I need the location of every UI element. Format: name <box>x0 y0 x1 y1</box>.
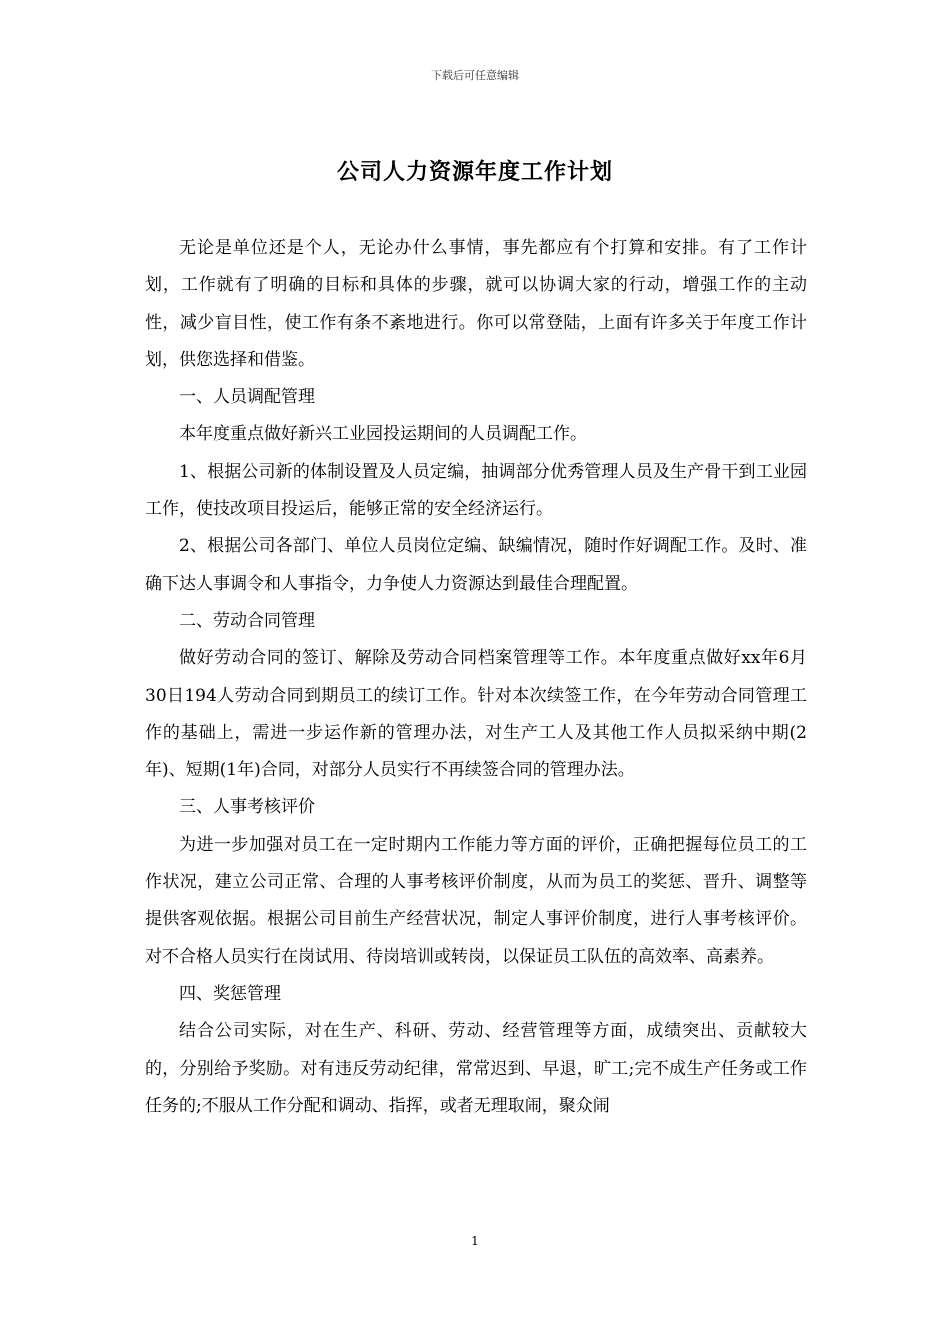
paragraph-staffing-item-1: 1、根据公司新的体制设置及人员定编，抽调部分优秀管理人员及生产骨干到工业园工作，使技改项目投运后，能够正常的安全经济运行。 <box>145 461 807 520</box>
paragraph-contracts: 做好劳动合同的签订、解除及劳动合同档案管理等工作。本年度重点做好xx年6月30日194人劳动合同到期员工的续订工作。针对本次续签工作，在今年劳动合同管理工作的基础上，需进一步运作新的管理办法，对生产工人及其他工作人员拟采纳中期(2年)、短期(1年)合同，对部分人员实行不再续签合同的管理办法。 <box>145 648 807 781</box>
paragraph-evaluation: 为进一步加强对员工在一定时期内工作能力等方面的评价，正确把握每位员工的工作状况，建立公司正常、合理的人事考核评价制度，从而为员工的奖惩、晋升、调整等提供客观依据。根据公司目前生产经营状况，制定人事评价制度，进行人事考核评价。对不合格人员实行在岗试用、待岗培训或转岗，以保证员工队伍的高效率、高素养。 <box>145 834 807 967</box>
section-heading-evaluation: 三、人事考核评价 <box>179 797 315 818</box>
header-note: 下载后可任意编辑 <box>431 69 519 82</box>
paragraph-rewards: 结合公司实际，对在生产、科研、劳动、经营管理等方面，成绩突出、贡献较大的，分别给予奖励。对有违反劳动纪律，常常迟到、早退，旷工;完不成生产任务或工作任务的;不服从工作分配和调动、指挥，或者无理取闹，聚众闹 <box>145 1021 807 1116</box>
page-number: 1 <box>471 1234 479 1248</box>
intro-paragraph: 无论是单位还是个人，无论办什么事情，事先都应有个打算和安排。有了工作计划，工作就有了明确的目标和具体的步骤，就可以协调大家的行动，增强工作的主动性，减少盲目性，使工作有条不紊地进行。你可以常登陆，上面有许多关于年度工作计划，供您选择和借鉴。 <box>145 238 807 370</box>
section-heading-contracts: 二、劳动合同管理 <box>179 610 315 631</box>
section-heading-staffing: 一、人员调配管理 <box>179 387 315 408</box>
document-title: 公司人力资源年度工作计划 <box>336 159 613 185</box>
paragraph-staffing-item-2: 2、根据公司各部门、单位人员岗位定编、缺编情况，随时作好调配工作。及时、准确下达人事调令和人事指令，力争使人力资源达到最佳合理配置。 <box>145 536 807 594</box>
section-heading-rewards: 四、奖惩管理 <box>179 983 281 1004</box>
paragraph-staffing-focus: 本年度重点做好新兴工业园投运期间的人员调配工作。 <box>179 424 587 445</box>
document-body <box>145 230 807 1125</box>
